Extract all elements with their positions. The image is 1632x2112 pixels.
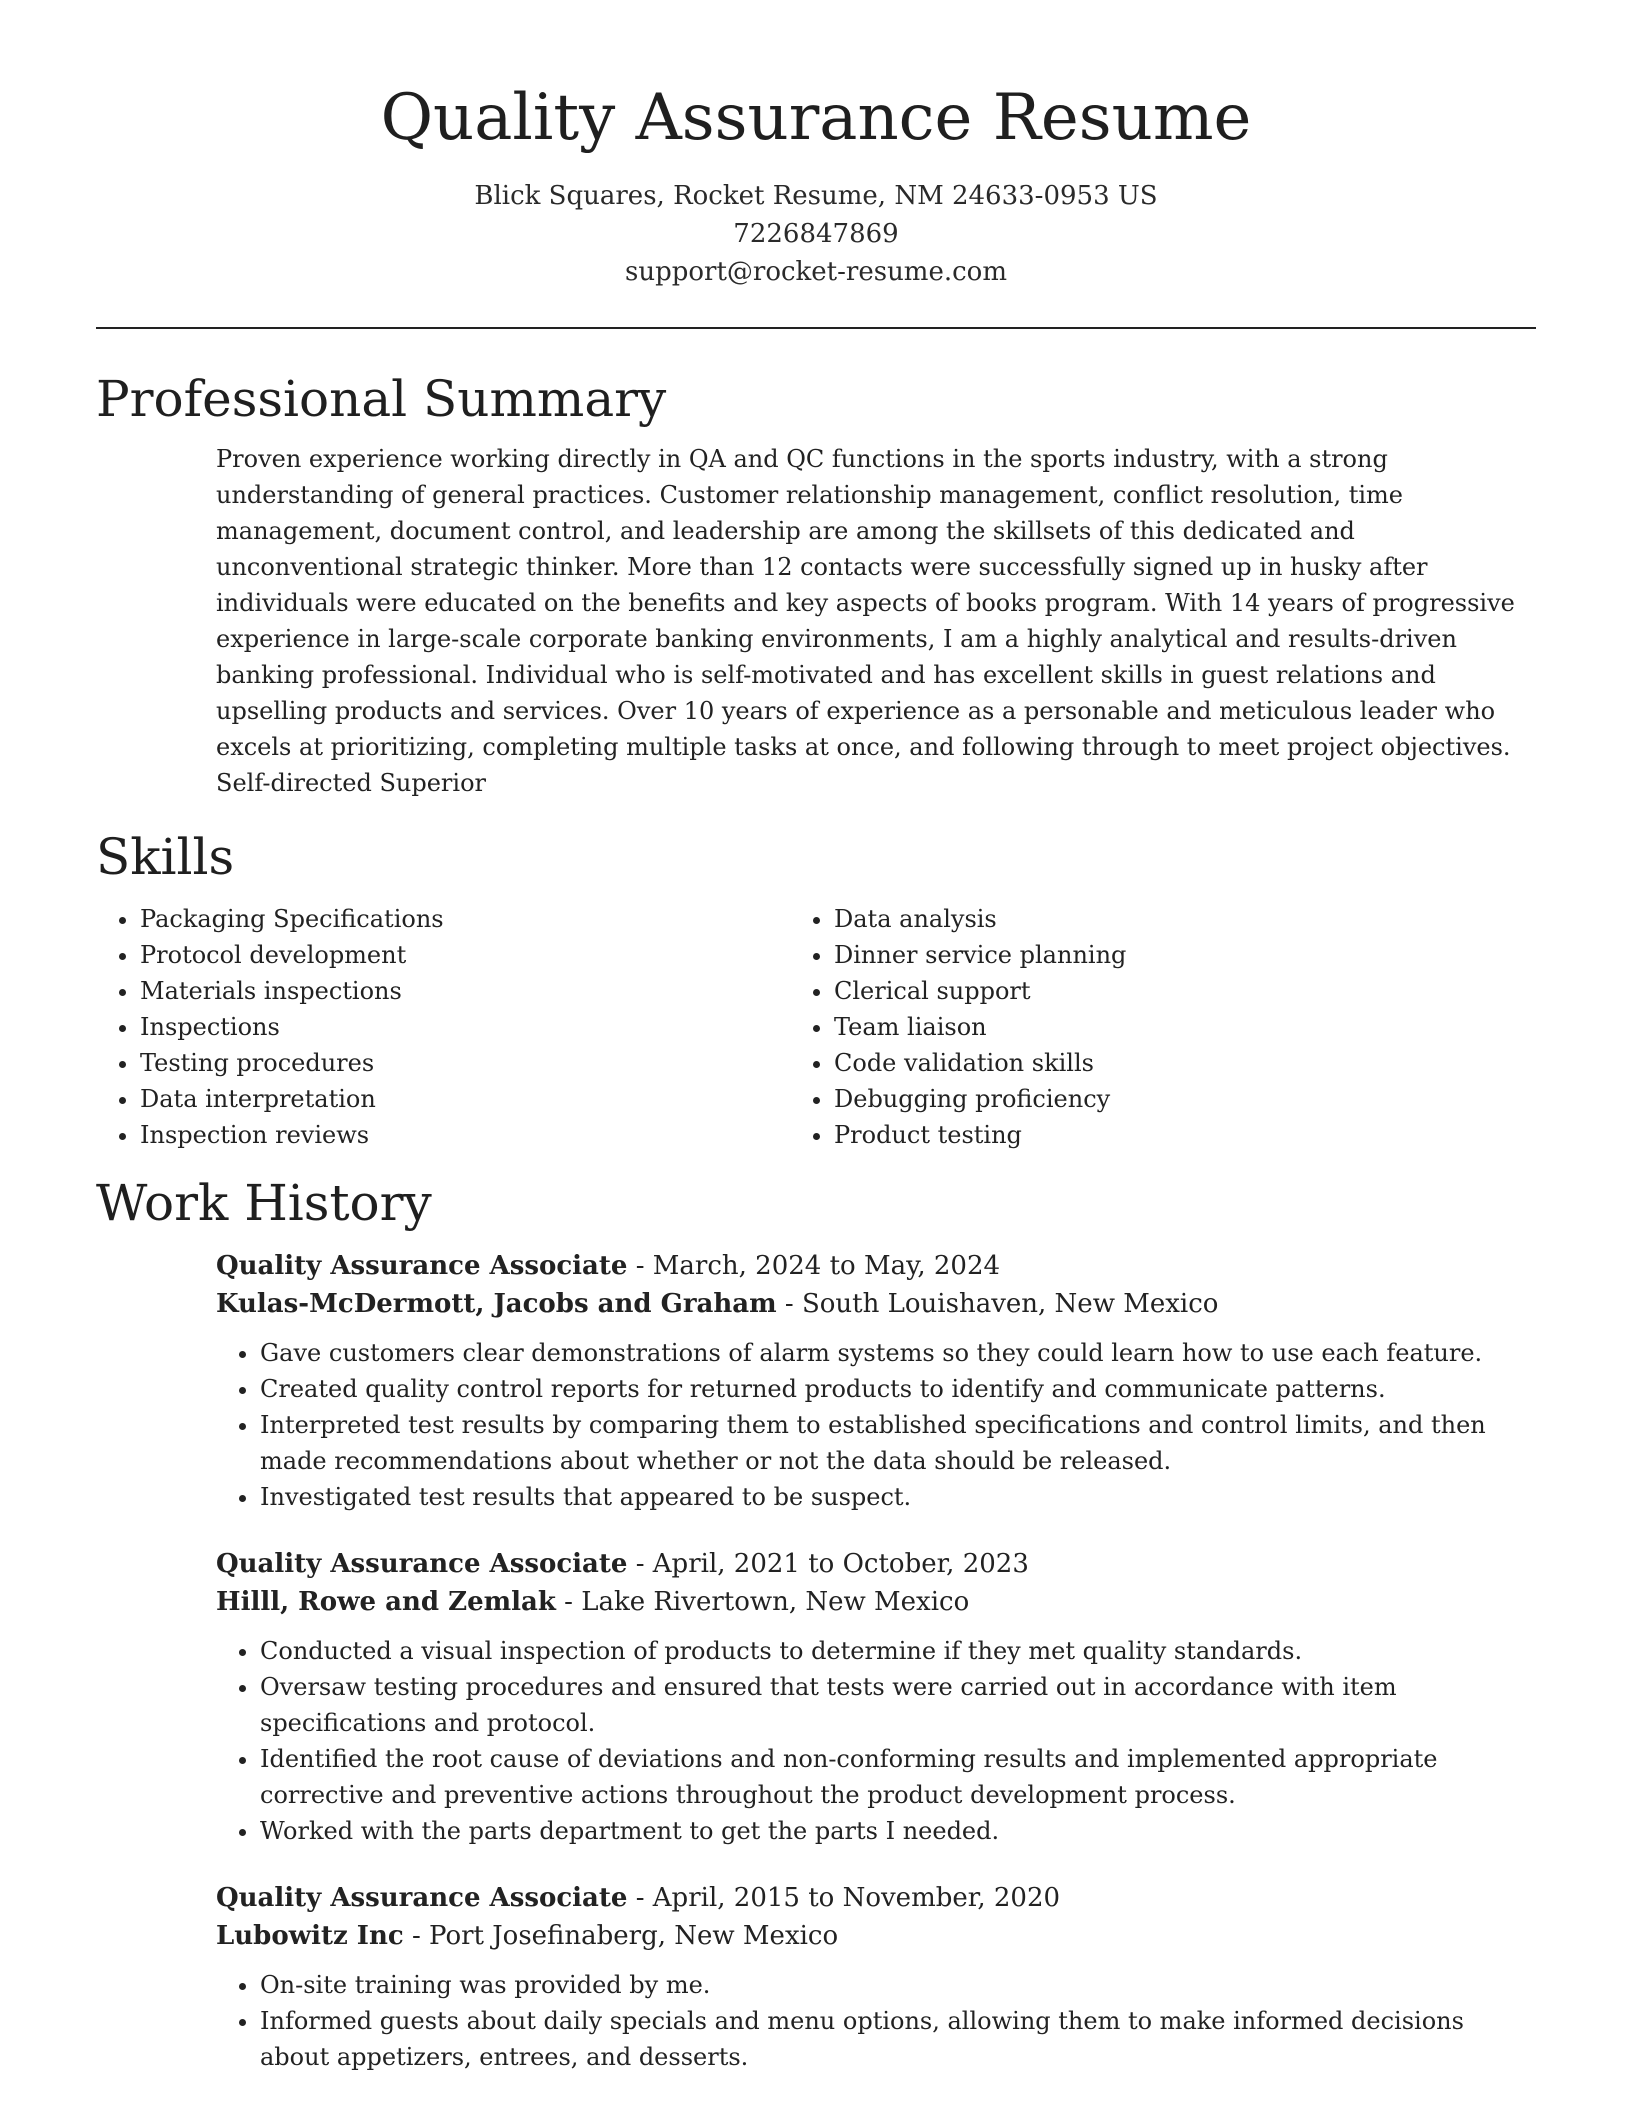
job-title: Quality Assurance Associate [216, 1250, 628, 1281]
job-bullet: • Oversaw testing procedures and ensured that tests were carried out in accordance with item specifications and protocol. [260, 1669, 1536, 1741]
summary-text: Proven experience working directly in QA and QC functions in the sports industry, with a strong understanding of general practices. Customer relationship management, conflict resolution, time management, document control, and leadership are among the skillsets of this dedicated and unconventional strategic thinker. More than 12 contacts were successfully signed up in husky after individuals were educated on the benefits and key aspects of books program. With 14 years of progressive experience in large-scale corporate banking environments, I am a highly analytical and results-driven banking professional. Individual who is self-motivated and has excellent skills in guest relations and upselling products and services. Over 10 years of experience as a personable and meticulous leader who excels at prioritizing, completing multiple tasks at once, and following through to meet project objectives. Self-directed Superior [216, 444, 1515, 797]
skills-heading: Skills [96, 827, 235, 886]
job-location: Port Josefinaberg, New Mexico [429, 1920, 839, 1951]
job-company-line [216, 1583, 1536, 1621]
job-separator: - [784, 1288, 802, 1319]
summary-body [216, 441, 1536, 801]
contact-address: Blick Squares, Rocket Resume, NM 24633-0953 US [474, 180, 1158, 211]
skill-item: • Inspection reviews [140, 1117, 790, 1153]
resume-header [96, 80, 1536, 291]
skill-item: • Team liaison [834, 1009, 1484, 1045]
job-entry [216, 1545, 1536, 1849]
contact-phone: 7226847869 [733, 218, 899, 249]
job-company: Hilll, Rowe and Zemlak [216, 1586, 556, 1617]
skill-item: • Clerical support [834, 973, 1484, 1009]
job-location: South Louishaven, New Mexico [801, 1288, 1219, 1319]
job-bullet: • Created quality control reports for returned products to identify and communicate patterns. [260, 1371, 1536, 1407]
job-separator: - [635, 1548, 653, 1579]
job-bullets [216, 1335, 1536, 1515]
skill-item: • Data analysis [834, 901, 1484, 937]
job-separator: - [635, 1250, 653, 1281]
job-bullets [216, 1633, 1536, 1849]
job-dates: March, 2024 to May, 2024 [652, 1250, 1001, 1281]
work-history-body [216, 1247, 1536, 2075]
job-company-line [216, 1285, 1536, 1323]
skill-item: • Product testing [834, 1117, 1484, 1153]
job-separator: - [564, 1586, 582, 1617]
skill-item: • Protocol development [140, 937, 790, 973]
skills-grid [96, 901, 1536, 1153]
skill-item: • Code validation skills [834, 1045, 1484, 1081]
skills-column-left [96, 901, 790, 1153]
summary-section [96, 369, 1536, 801]
job-entry [216, 1247, 1536, 1515]
skill-item: • Dinner service planning [834, 937, 1484, 973]
work-history-heading: Work History [96, 1173, 432, 1232]
resume-title: Quality Assurance Resume [380, 81, 1252, 155]
skill-item: • Packaging Specifications [140, 901, 790, 937]
job-bullet: • Informed guests about daily specials and menu options, allowing them to make informed decisions about appetizers, entrees, and desserts. [260, 2003, 1536, 2075]
skills-column-right [790, 901, 1484, 1153]
job-title: Quality Assurance Associate [216, 1882, 628, 1913]
job-bullet: • Investigated test results that appeared to be suspect. [260, 1479, 1536, 1515]
skill-item: • Inspections [140, 1009, 790, 1045]
job-dates: April, 2021 to October, 2023 [652, 1548, 1029, 1579]
skill-item: • Testing procedures [140, 1045, 790, 1081]
job-bullet: • Gave customers clear demonstrations of alarm systems so they could learn how to use each feature. [260, 1335, 1536, 1371]
job-title-line [216, 1879, 1536, 1917]
job-separator: - [635, 1882, 653, 1913]
contact-email: support@rocket-resume.com [624, 256, 1007, 287]
job-bullet: • Interpreted test results by comparing them to established specifications and control limits, and then made recommendations about whether or not the data should be released. [260, 1407, 1536, 1479]
job-dates: April, 2015 to November, 2020 [652, 1882, 1061, 1913]
job-entry [216, 1879, 1536, 2075]
job-title-line [216, 1247, 1536, 1285]
contact-info [96, 177, 1536, 291]
job-location: Lake Rivertown, New Mexico [581, 1586, 970, 1617]
job-company: Kulas-McDermott, Jacobs and Graham [216, 1288, 777, 1319]
job-company: Lubowitz Inc [216, 1920, 404, 1951]
skill-item: • Data interpretation [140, 1081, 790, 1117]
skill-item: • Debugging proficiency [834, 1081, 1484, 1117]
job-bullets [216, 1967, 1536, 2075]
job-separator: - [411, 1920, 430, 1951]
job-title-line [216, 1545, 1536, 1583]
job-title: Quality Assurance Associate [216, 1548, 628, 1579]
skill-item: • Materials inspections [140, 973, 790, 1009]
work-history-section [96, 1173, 1536, 2075]
job-bullet: • Conducted a visual inspection of products to determine if they met quality standards. [260, 1633, 1536, 1669]
header-divider [96, 327, 1536, 329]
skills-section [96, 827, 1536, 1153]
job-bullet: • Identified the root cause of deviations and non-conforming results and implemented appropriate corrective and preventive actions throughout the product development process. [260, 1741, 1536, 1813]
job-company-line [216, 1917, 1536, 1955]
summary-heading: Professional Summary [96, 369, 667, 428]
job-bullet: • Worked with the parts department to get the parts I needed. [260, 1813, 1536, 1849]
job-bullet: • On-site training was provided by me. [260, 1967, 1536, 2003]
